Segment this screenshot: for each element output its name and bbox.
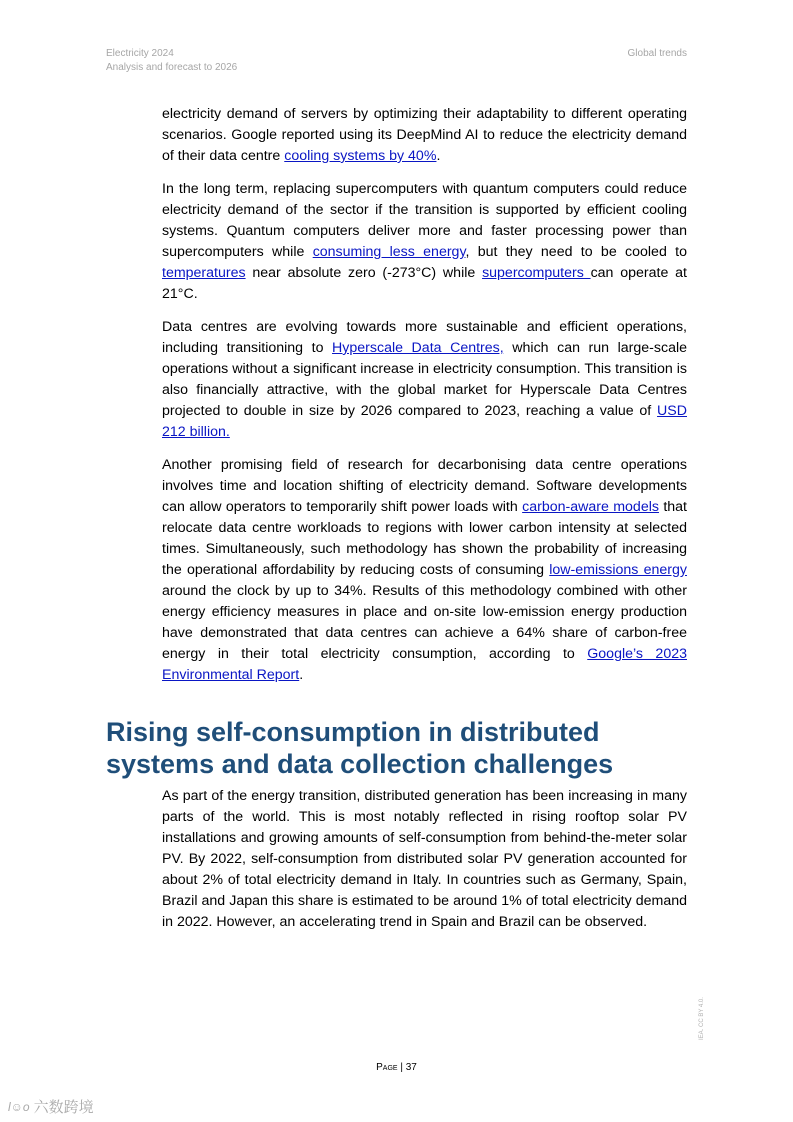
link-usd-212-billion[interactable]: USD 212 billion. xyxy=(162,403,687,440)
watermark-logo-icon: l☺o xyxy=(8,1099,30,1114)
report-title: Electricity 2024 xyxy=(106,48,174,59)
page-separator: | xyxy=(397,1062,406,1073)
link-cooling-systems[interactable]: cooling systems by 40% xyxy=(284,148,437,164)
link-carbon-aware-models[interactable]: carbon-aware models xyxy=(522,499,659,515)
running-header xyxy=(106,47,237,75)
link-consuming-less-energy[interactable]: consuming less energy xyxy=(312,244,466,260)
body-text-bottom xyxy=(162,786,687,945)
watermark-text: 六数跨境 xyxy=(33,1099,94,1116)
report-subtitle: Analysis and forecast to 2026 xyxy=(106,62,238,73)
page-footer xyxy=(0,1062,793,1073)
paragraph-4: Another promising field of research for decarbonising data centre operations involves time and location shifting of electricity demand. Software developments can allow operators to temporarily shift power loads with carbon-aware models that relocate data centre workloads to regions with lower carbon intensity at selected times. Simultaneously, such methodology has shown the probability of increasing the operational affordability by reducing costs of consuming low-emissions energy around the clock by up to 34%. Results of this methodology combined with other energy efficiency measures in place and on-site low-emission energy production have demonstrated that data centres can achieve a 64% share of carbon-free energy in their total electricity consumption, according to Google’s 2023 Environmental Report. xyxy=(162,457,687,683)
section-heading: Rising self-consumption in distributed systems and data collection challenges xyxy=(106,717,614,779)
paragraph-5: As part of the energy transition, distributed generation has been increasing in many parts of the world. This is most notably reflected in rising rooftop solar PV installations and growing amounts of self-consumption from behind-the-meter solar PV. By 2022, self-consumption from distributed solar PV generation accounted for about 2% of total electricity demand in Italy. In countries such as Germany, Spain, Brazil and Japan this share is estimated to be around 1% of total electricity demand in 2022. However, an accelerating trend in Spain and Brazil can be observed. xyxy=(162,788,687,930)
link-hyperscale-data-centres[interactable]: Hyperscale Data Centres, xyxy=(332,340,504,356)
link-temperatures[interactable]: temperatures xyxy=(162,265,246,281)
license-note: IEA. CC BY 4.0. xyxy=(699,997,705,1040)
watermark xyxy=(8,1096,94,1117)
paragraph-2: In the long term, replacing supercomputers with quantum computers could reduce electricity demand of the sector if the transition is supported by efficient cooling systems. Quantum computers deliver more and faster processing power than supercomputers while consuming less energy, but they need to be cooled to temperatures near absolute zero (-273°C) while supercomputers can operate at 21°C. xyxy=(162,181,687,302)
link-low-emissions-energy[interactable]: low-emissions energy xyxy=(549,562,687,578)
paragraph-3: Data centres are evolving towards more sustainable and efficient operations, including transitioning to Hyperscale Data Centres, which can run large-scale operations without a significant increase in electricity consumption. This transition is also financially attractive, with the global market for Hyperscale Data Centres projected to double in size by 2026 compared to 2023, reaching a value of USD 212 billion. xyxy=(162,319,688,440)
link-supercomputers[interactable]: supercomputers xyxy=(482,265,591,281)
body-text-top xyxy=(162,104,687,698)
page-label: Page xyxy=(376,1062,398,1073)
link-google-environmental-report[interactable]: Google’s 2023 Environmental Report xyxy=(162,646,687,683)
page-number: 37 xyxy=(405,1062,417,1073)
section-label: Global trends xyxy=(627,48,687,59)
paragraph-1: electricity demand of servers by optimizing their adaptability to different operating scenarios. Google reported using its DeepMind AI to reduce the electricity demand of their data centre cooling systems by 40%. xyxy=(162,106,687,164)
